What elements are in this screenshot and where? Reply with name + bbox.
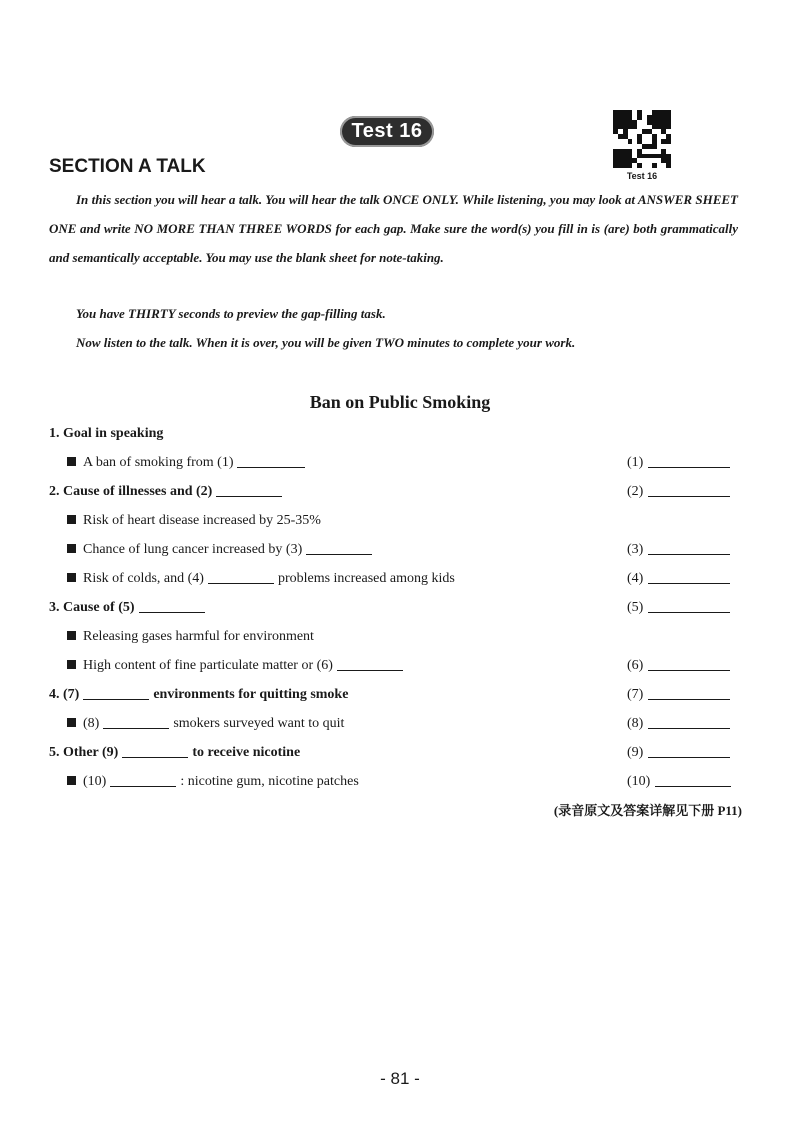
answer-slot-9: (9): [627, 738, 734, 767]
gap-blank[interactable]: [83, 685, 149, 700]
outline-heading-5: 5. Other (9) to receive nicotine: [49, 745, 301, 760]
outline-heading-3: 3. Cause of (5): [49, 593, 209, 622]
qr-code-icon: [613, 110, 671, 168]
instructions-paragraph-1: In this section you will hear a talk. You will hear the talk ONCE ONLY. While listening, you may look at ANSWER SHEET ONE and write NO MORE THAN THREE WORDS for each gap. Make sure the word(s) you fill in is (are) both grammatically and semantically acceptable. You may use the blank sheet for note-taking.: [49, 192, 738, 265]
qr-label: Test 16: [626, 171, 658, 181]
bullet-square-icon: [67, 515, 76, 524]
outline-bullet: Releasing gases harmful for environment: [67, 622, 314, 651]
outline-bullet: High content of fine particulate matter or (6): [67, 651, 407, 680]
instructions-paragraph-2: You have THIRTY seconds to preview the gap-filling task.: [76, 306, 386, 321]
test-badge-label: Test 16: [351, 120, 423, 142]
section-title: SECTION A TALK: [49, 156, 206, 177]
gap-blank[interactable]: [208, 569, 274, 584]
task-title: Ban on Public Smoking: [309, 392, 491, 412]
outline-bullet: Risk of heart disease increased by 25-35%: [67, 506, 321, 535]
answer-slot-7: (7): [627, 680, 734, 709]
gap-blank[interactable]: [139, 598, 205, 613]
bullet-square-icon: [67, 718, 76, 727]
answer-blank[interactable]: [648, 656, 730, 671]
outline-bullet: A ban of smoking from (1): [67, 448, 309, 477]
answer-blank[interactable]: [655, 772, 731, 787]
answer-reference-note: (录音原文及答案详解见下册 P11): [553, 803, 742, 818]
answer-blank[interactable]: [648, 598, 730, 613]
page-number: - 81 -: [380, 1069, 420, 1088]
gap-blank[interactable]: [337, 656, 403, 671]
answer-slot-2: (2): [627, 477, 734, 506]
bullet-square-icon: [67, 776, 76, 785]
answer-slot-4: (4): [627, 564, 734, 593]
gap-blank[interactable]: [306, 540, 372, 555]
bullet-square-icon: [67, 457, 76, 466]
outline-heading-4: 4. (7) environments for quitting smoke: [49, 687, 349, 702]
outline-bullet: (8) smokers surveyed want to quit: [67, 709, 344, 738]
test-badge: [340, 116, 434, 147]
answer-blank[interactable]: [648, 453, 730, 468]
answer-slot-8: (8): [627, 709, 734, 738]
outline-bullet: (10) : nicotine gum, nicotine patches: [67, 767, 359, 796]
gap-blank[interactable]: [103, 714, 169, 729]
answer-slot-5: (5): [627, 593, 734, 622]
answer-blank[interactable]: [648, 540, 730, 555]
gap-blank[interactable]: [237, 453, 305, 468]
answer-blank[interactable]: [648, 685, 730, 700]
gap-blank[interactable]: [110, 772, 176, 787]
bullet-square-icon: [67, 544, 76, 553]
answer-slot-1: (1): [627, 448, 734, 477]
instructions-paragraph-3: Now listen to the talk. When it is over, you will be given TWO minutes to complete your work.: [76, 335, 576, 350]
answer-slot-10: (10): [627, 767, 735, 796]
gap-blank[interactable]: [122, 743, 188, 758]
answer-blank[interactable]: [648, 714, 730, 729]
outline-bullet: Chance of lung cancer increased by (3): [67, 535, 376, 564]
answer-slot-6: (6): [627, 651, 734, 680]
answer-blank[interactable]: [648, 482, 730, 497]
outline-heading-1: 1. Goal in speaking: [49, 426, 164, 441]
answer-blank[interactable]: [648, 569, 730, 584]
bullet-square-icon: [67, 631, 76, 640]
bullet-square-icon: [67, 660, 76, 669]
outline-heading-2: 2. Cause of illnesses and (2): [49, 477, 286, 506]
outline-bullet: Risk of colds, and (4) problems increased among kids: [67, 564, 455, 593]
gap-blank[interactable]: [216, 482, 282, 497]
answer-blank[interactable]: [648, 743, 730, 758]
qr-module: [666, 163, 671, 168]
answer-slot-3: (3): [627, 535, 734, 564]
bullet-square-icon: [67, 573, 76, 582]
